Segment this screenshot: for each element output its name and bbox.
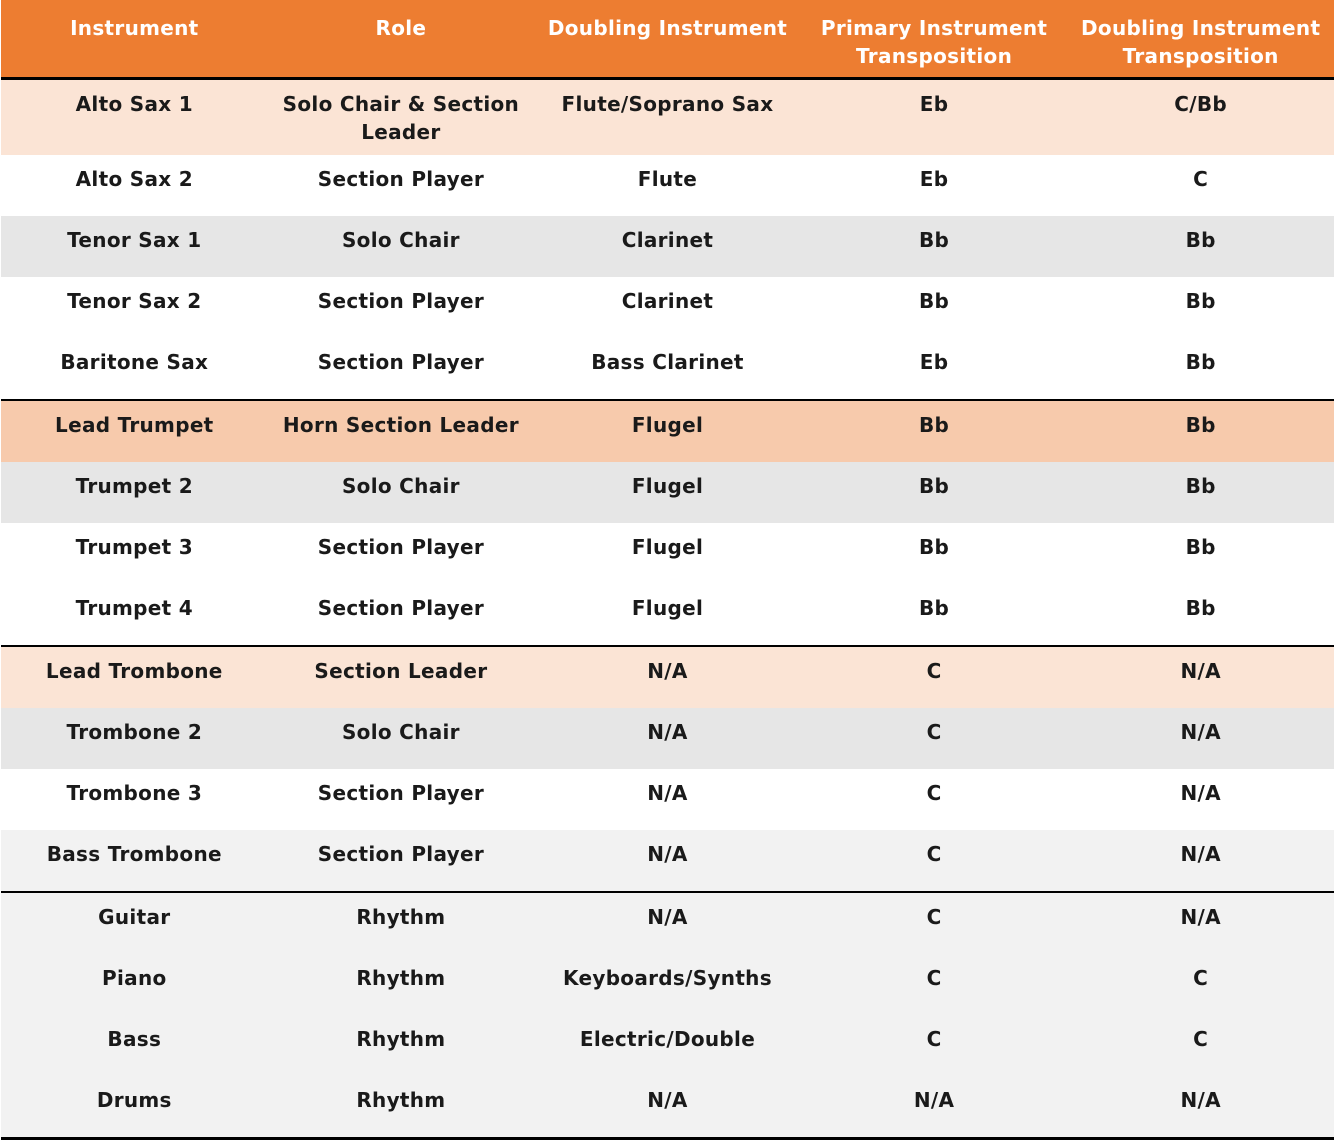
table-row bbox=[1, 1015, 1334, 1076]
header-doubling-instrument: Doubling Instrument bbox=[547, 16, 788, 40]
table-row bbox=[1, 277, 1334, 338]
header-primary-transposition: Primary Instrument Transposition bbox=[820, 16, 1048, 68]
cell-role: Section Player bbox=[317, 781, 485, 805]
cell-doubling-transposition: Bb bbox=[1185, 413, 1216, 437]
cell-doubling-instrument: Flugel bbox=[631, 413, 704, 437]
cell-doubling-transposition: N/A bbox=[1180, 842, 1221, 866]
cell-doubling-transposition: N/A bbox=[1180, 781, 1221, 805]
cell-instrument: Bass Trombone bbox=[46, 842, 222, 866]
table-row bbox=[1, 954, 1334, 1015]
cell-primary-transposition: Eb bbox=[919, 167, 949, 191]
cell-doubling-transposition: N/A bbox=[1180, 905, 1221, 929]
cell-doubling-instrument: Flute bbox=[637, 167, 698, 191]
cell-primary-transposition: N/A bbox=[913, 1088, 955, 1112]
cell-doubling-instrument: N/A bbox=[647, 1088, 688, 1112]
cell-doubling-transposition: C bbox=[1193, 167, 1209, 191]
cell-instrument: Tenor Sax 1 bbox=[67, 228, 202, 252]
cell-doubling-instrument: Clarinet bbox=[621, 228, 714, 252]
cell-doubling-transposition: Bb bbox=[1185, 535, 1216, 559]
cell-doubling-transposition: Bb bbox=[1185, 350, 1216, 374]
cell-doubling-instrument: N/A bbox=[647, 781, 688, 805]
cell-doubling-transposition: C bbox=[1193, 1027, 1209, 1051]
cell-doubling-transposition: C/Bb bbox=[1174, 92, 1228, 116]
cell-doubling-instrument: Flugel bbox=[631, 474, 704, 498]
table-row bbox=[1, 523, 1334, 584]
table-row bbox=[1, 645, 1334, 708]
cell-doubling-instrument: Flute/Soprano Sax bbox=[561, 92, 774, 116]
cell-instrument: Tenor Sax 2 bbox=[67, 289, 202, 313]
cell-role: Rhythm bbox=[356, 905, 446, 929]
instrument-table bbox=[1, 0, 1336, 1140]
cell-role: Section Player bbox=[317, 289, 485, 313]
cell-primary-transposition: Eb bbox=[919, 350, 949, 374]
cell-doubling-instrument: Electric/Double bbox=[579, 1027, 756, 1051]
cell-primary-transposition: C bbox=[926, 659, 942, 683]
cell-doubling-transposition: Bb bbox=[1185, 474, 1216, 498]
table-row bbox=[1, 708, 1334, 769]
table-row bbox=[1, 830, 1334, 891]
cell-role: Section Player bbox=[317, 350, 485, 374]
cell-doubling-instrument: Flugel bbox=[631, 596, 704, 620]
cell-doubling-transposition: Bb bbox=[1185, 596, 1216, 620]
cell-primary-transposition: Bb bbox=[918, 474, 950, 498]
cell-role: Solo Chair bbox=[341, 228, 460, 252]
cell-role: Solo Chair & Section Leader bbox=[282, 92, 520, 144]
cell-primary-transposition: C bbox=[926, 842, 942, 866]
table-row bbox=[1, 80, 1334, 155]
cell-role: Rhythm bbox=[356, 966, 446, 990]
cell-primary-transposition: Bb bbox=[918, 596, 950, 620]
cell-doubling-transposition: C bbox=[1193, 966, 1209, 990]
cell-primary-transposition: C bbox=[926, 720, 942, 744]
cell-role: Rhythm bbox=[356, 1027, 446, 1051]
cell-doubling-transposition: Bb bbox=[1185, 228, 1216, 252]
cell-doubling-transposition: Bb bbox=[1185, 289, 1216, 313]
cell-primary-transposition: C bbox=[926, 1027, 942, 1051]
cell-doubling-instrument: N/A bbox=[647, 905, 688, 929]
cell-instrument: Lead Trumpet bbox=[55, 413, 214, 437]
cell-role: Solo Chair bbox=[341, 474, 460, 498]
table-header-row bbox=[1, 0, 1334, 80]
cell-primary-transposition: C bbox=[926, 966, 942, 990]
cell-primary-transposition: C bbox=[926, 781, 942, 805]
header-instrument: Instrument bbox=[70, 16, 199, 40]
cell-doubling-instrument: Clarinet bbox=[621, 289, 714, 313]
cell-role: Section Player bbox=[317, 842, 485, 866]
cell-role: Section Leader bbox=[314, 659, 488, 683]
header-doubling-transposition: Doubling Instrument Transposition bbox=[1081, 16, 1321, 68]
cell-role: Rhythm bbox=[356, 1088, 446, 1112]
cell-doubling-transposition: N/A bbox=[1180, 659, 1221, 683]
cell-instrument: Drums bbox=[96, 1088, 172, 1112]
cell-instrument: Baritone Sax bbox=[60, 350, 209, 374]
cell-primary-transposition: C bbox=[926, 905, 942, 929]
cell-instrument: Lead Trombone bbox=[45, 659, 223, 683]
cell-primary-transposition: Eb bbox=[919, 92, 949, 116]
table-row bbox=[1, 769, 1334, 830]
table-row bbox=[1, 891, 1334, 954]
table-row bbox=[1, 584, 1334, 645]
header-role: Role bbox=[375, 16, 427, 40]
cell-doubling-instrument: N/A bbox=[647, 720, 688, 744]
cell-instrument: Piano bbox=[102, 966, 167, 990]
table-row bbox=[1, 399, 1334, 462]
table-row bbox=[1, 1076, 1334, 1137]
table-row bbox=[1, 338, 1334, 399]
cell-doubling-transposition: N/A bbox=[1180, 1088, 1221, 1112]
cell-primary-transposition: Bb bbox=[918, 228, 950, 252]
cell-role: Section Player bbox=[317, 596, 485, 620]
cell-instrument: Guitar bbox=[98, 905, 171, 929]
cell-primary-transposition: Bb bbox=[918, 535, 950, 559]
cell-doubling-instrument: N/A bbox=[647, 659, 688, 683]
cell-instrument: Trumpet 4 bbox=[75, 596, 193, 620]
cell-primary-transposition: Bb bbox=[918, 413, 950, 437]
cell-instrument: Trumpet 3 bbox=[75, 535, 193, 559]
cell-role: Horn Section Leader bbox=[282, 413, 519, 437]
cell-instrument: Bass bbox=[107, 1027, 162, 1051]
cell-doubling-instrument: Keyboards/Synths bbox=[563, 966, 772, 990]
cell-doubling-transposition: N/A bbox=[1180, 720, 1221, 744]
table-row bbox=[1, 155, 1334, 216]
cell-instrument: Alto Sax 2 bbox=[75, 167, 193, 191]
cell-role: Section Player bbox=[317, 535, 485, 559]
table-row bbox=[1, 216, 1334, 277]
cell-primary-transposition: Bb bbox=[918, 289, 950, 313]
cell-instrument: Trombone 3 bbox=[66, 781, 203, 805]
cell-doubling-instrument: N/A bbox=[647, 842, 688, 866]
cell-instrument: Trumpet 2 bbox=[75, 474, 193, 498]
cell-role: Solo Chair bbox=[341, 720, 460, 744]
cell-doubling-instrument: Flugel bbox=[631, 535, 704, 559]
cell-instrument: Alto Sax 1 bbox=[75, 92, 193, 116]
cell-instrument: Trombone 2 bbox=[66, 720, 203, 744]
cell-doubling-instrument: Bass Clarinet bbox=[591, 350, 744, 374]
table-row bbox=[1, 462, 1334, 523]
cell-role: Section Player bbox=[317, 167, 485, 191]
